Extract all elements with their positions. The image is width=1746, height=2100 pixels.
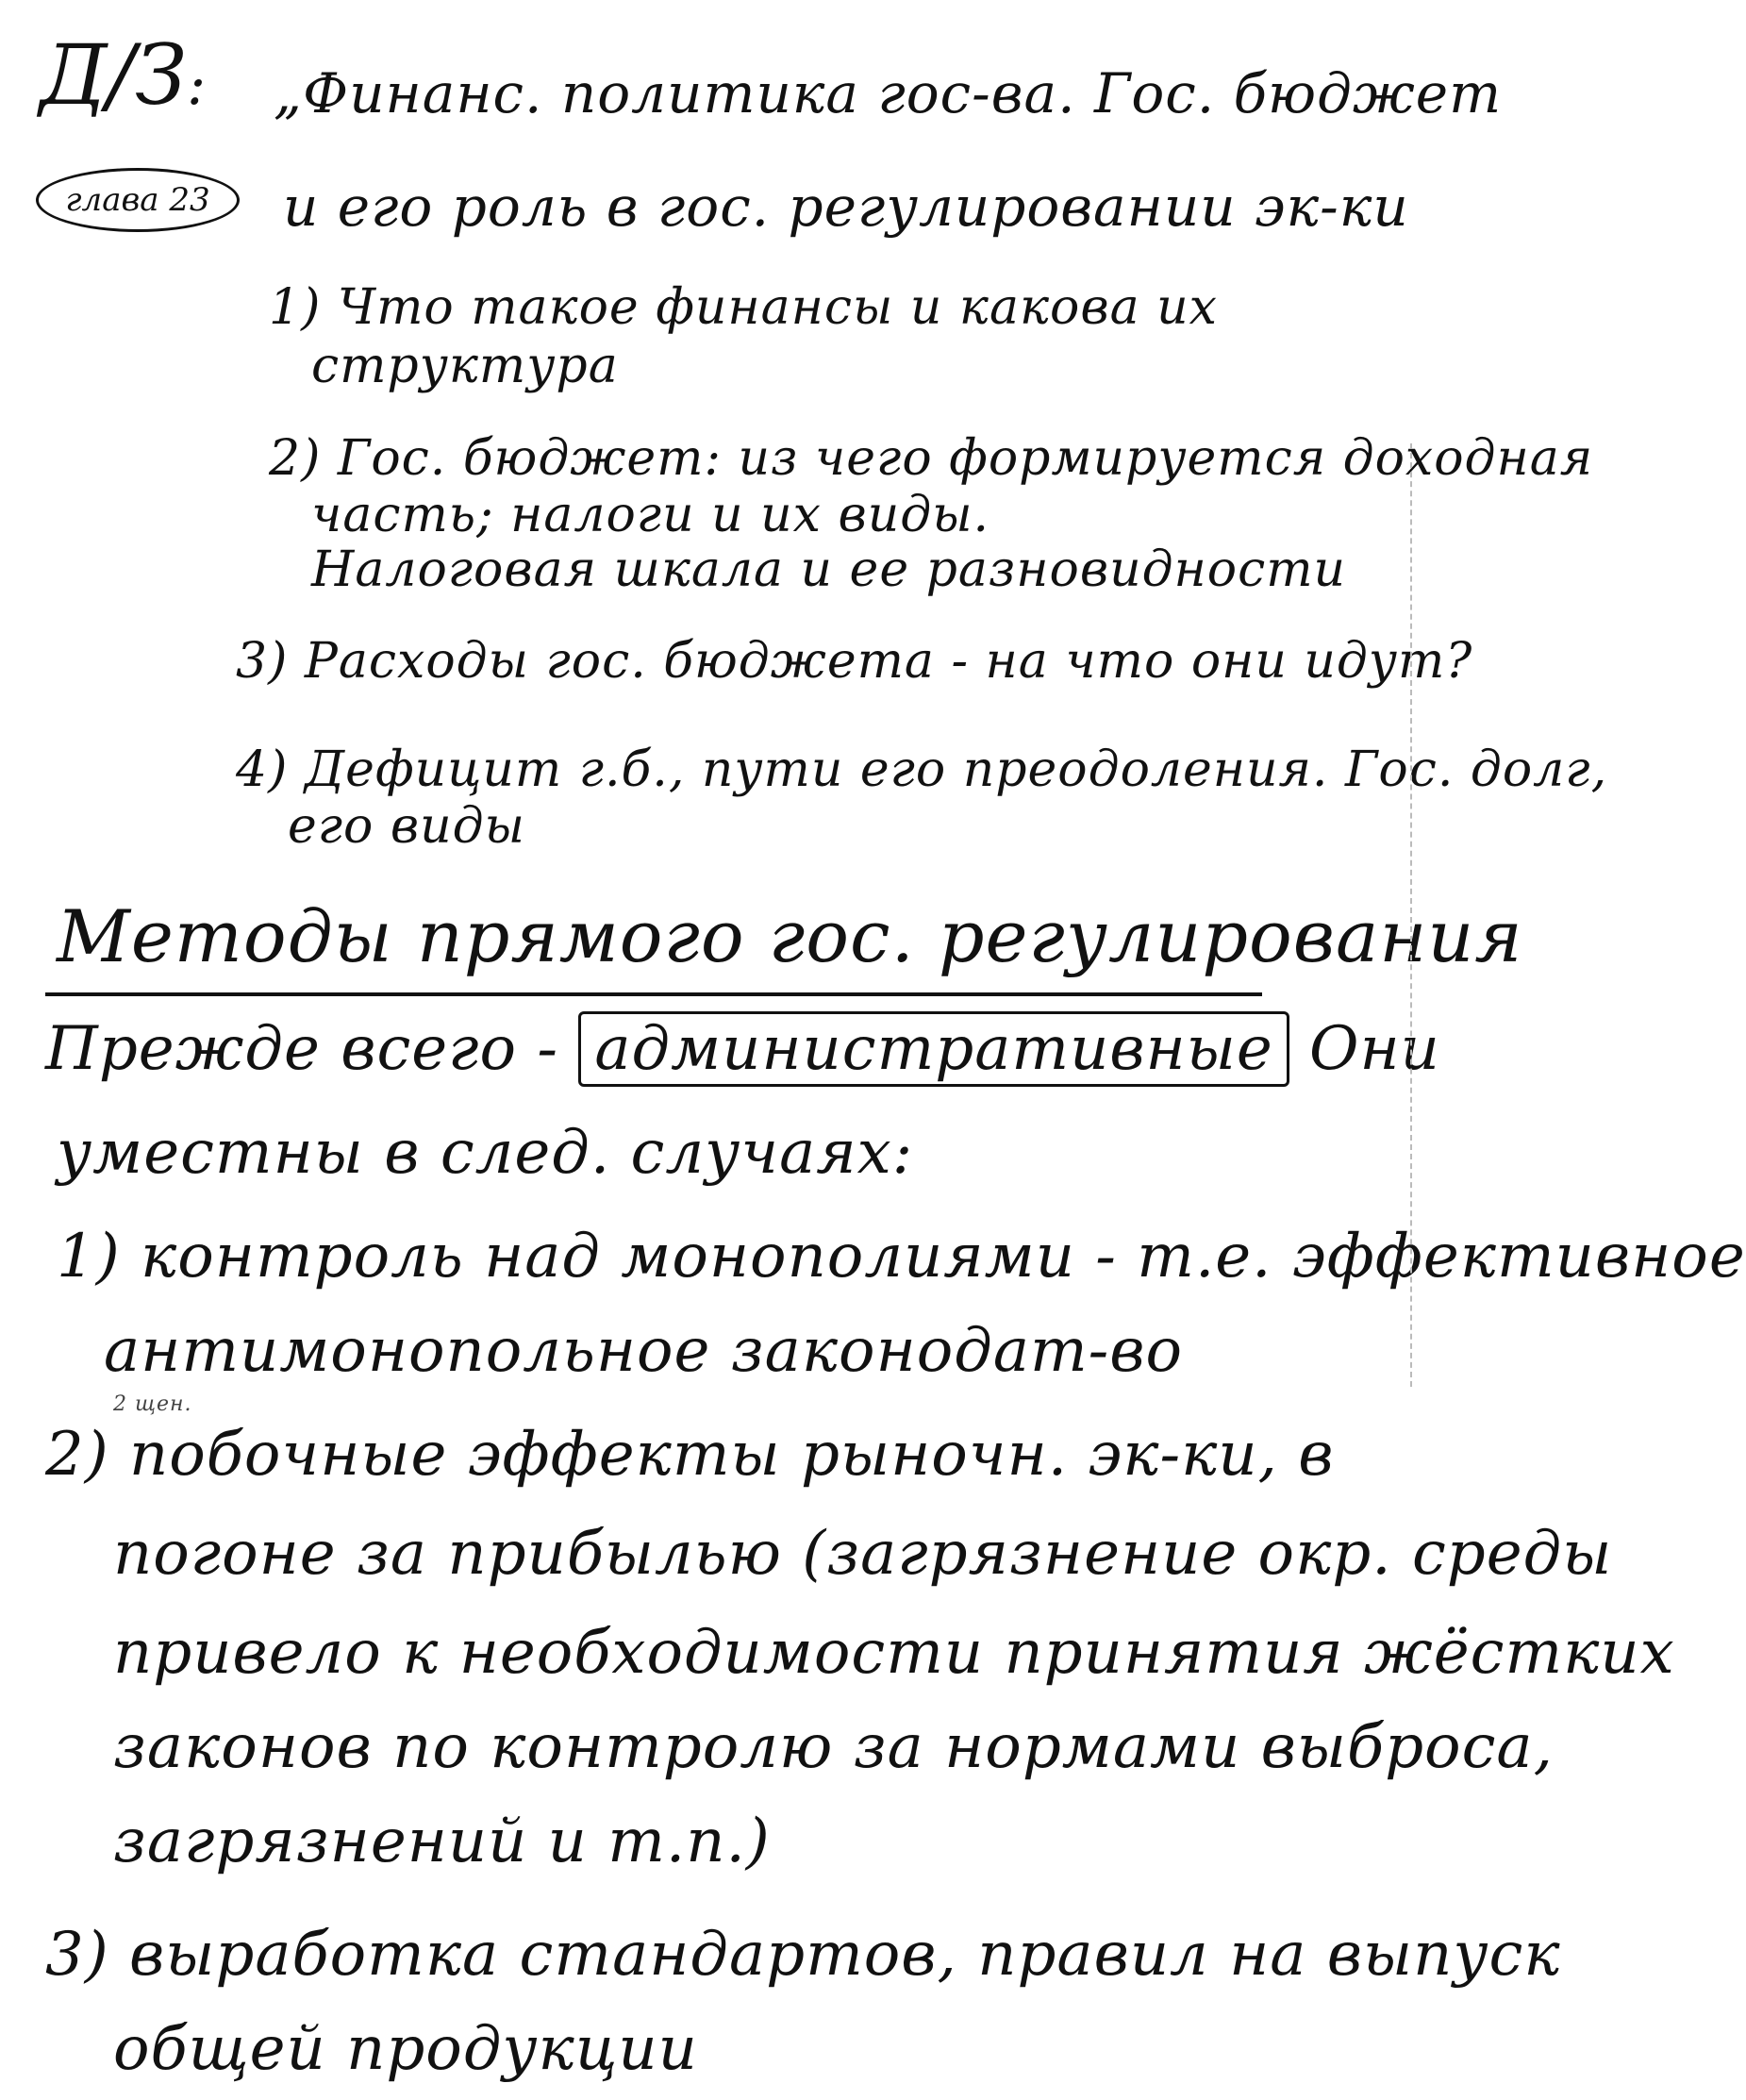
- section-heading: Методы прямого гос. регулирования: [57, 894, 1523, 978]
- question-2-line-1: 2) Гос. бюджет: из чего формируется доходная: [269, 430, 1594, 487]
- section-line-4: антимонопольное законодат-во: [104, 1316, 1184, 1386]
- question-4-line-2: его виды: [288, 798, 525, 855]
- section-line-8: законов по контролю за нормами выброса,: [113, 1712, 1554, 1782]
- section-line-1-pre: Прежде всего -: [45, 1014, 558, 1084]
- boxed-term: административные: [578, 1011, 1289, 1087]
- heading-underline: [45, 992, 1262, 996]
- chapter-badge: глава 23: [36, 168, 240, 232]
- section-line-1-post: Они: [1309, 1014, 1440, 1084]
- section-line-2: уместны в след. случаях:: [57, 1118, 914, 1188]
- homework-topic-line-2: и его роль в гос. регулировании эк-ки: [283, 175, 1409, 239]
- section-line-3: 1) контроль над монополиями - т.е. эффективное: [57, 1222, 1746, 1292]
- homework-label: [40, 26, 206, 124]
- section-line-9: загрязнений и т.п.): [113, 1807, 771, 1876]
- question-3-line-1: 3) Расходы гос. бюджета - на что они идут?: [236, 633, 1473, 690]
- question-1-line-1: 1) Что такое финансы и какова их: [269, 279, 1218, 336]
- question-2-line-3: Налоговая шкала и ее разновидности: [311, 542, 1347, 598]
- question-1-line-2: структура: [311, 338, 619, 394]
- question-4-line-1: 4) Дефицит г.б., пути его преодоления. Гос. долг,: [236, 742, 1608, 798]
- homework-label-colon: :: [187, 52, 207, 118]
- page-edge-marks: [1410, 443, 1414, 1387]
- section-line-6: погоне за прибылью (загрязнение окр. среды: [113, 1519, 1613, 1589]
- small-annotation: 2 щен.: [113, 1392, 192, 1416]
- section-line-10: 3) выработка стандартов, правил на выпуск: [45, 1920, 1561, 1990]
- section-line-11: общей продукции: [113, 2014, 698, 2084]
- question-2-line-2: часть; налоги и их виды.: [311, 487, 990, 543]
- section-line-7: привело к необходимости принятия жёстких: [113, 1618, 1675, 1688]
- section-line-1: [45, 1014, 1440, 1084]
- section-line-5: 2) побочные эффекты рыночн. эк-ки, в: [45, 1420, 1335, 1490]
- homework-label-text: Д/З: [40, 26, 188, 124]
- homework-topic-line-1: „Финанс. политика гос-ва. Гос. бюджет: [274, 61, 1503, 125]
